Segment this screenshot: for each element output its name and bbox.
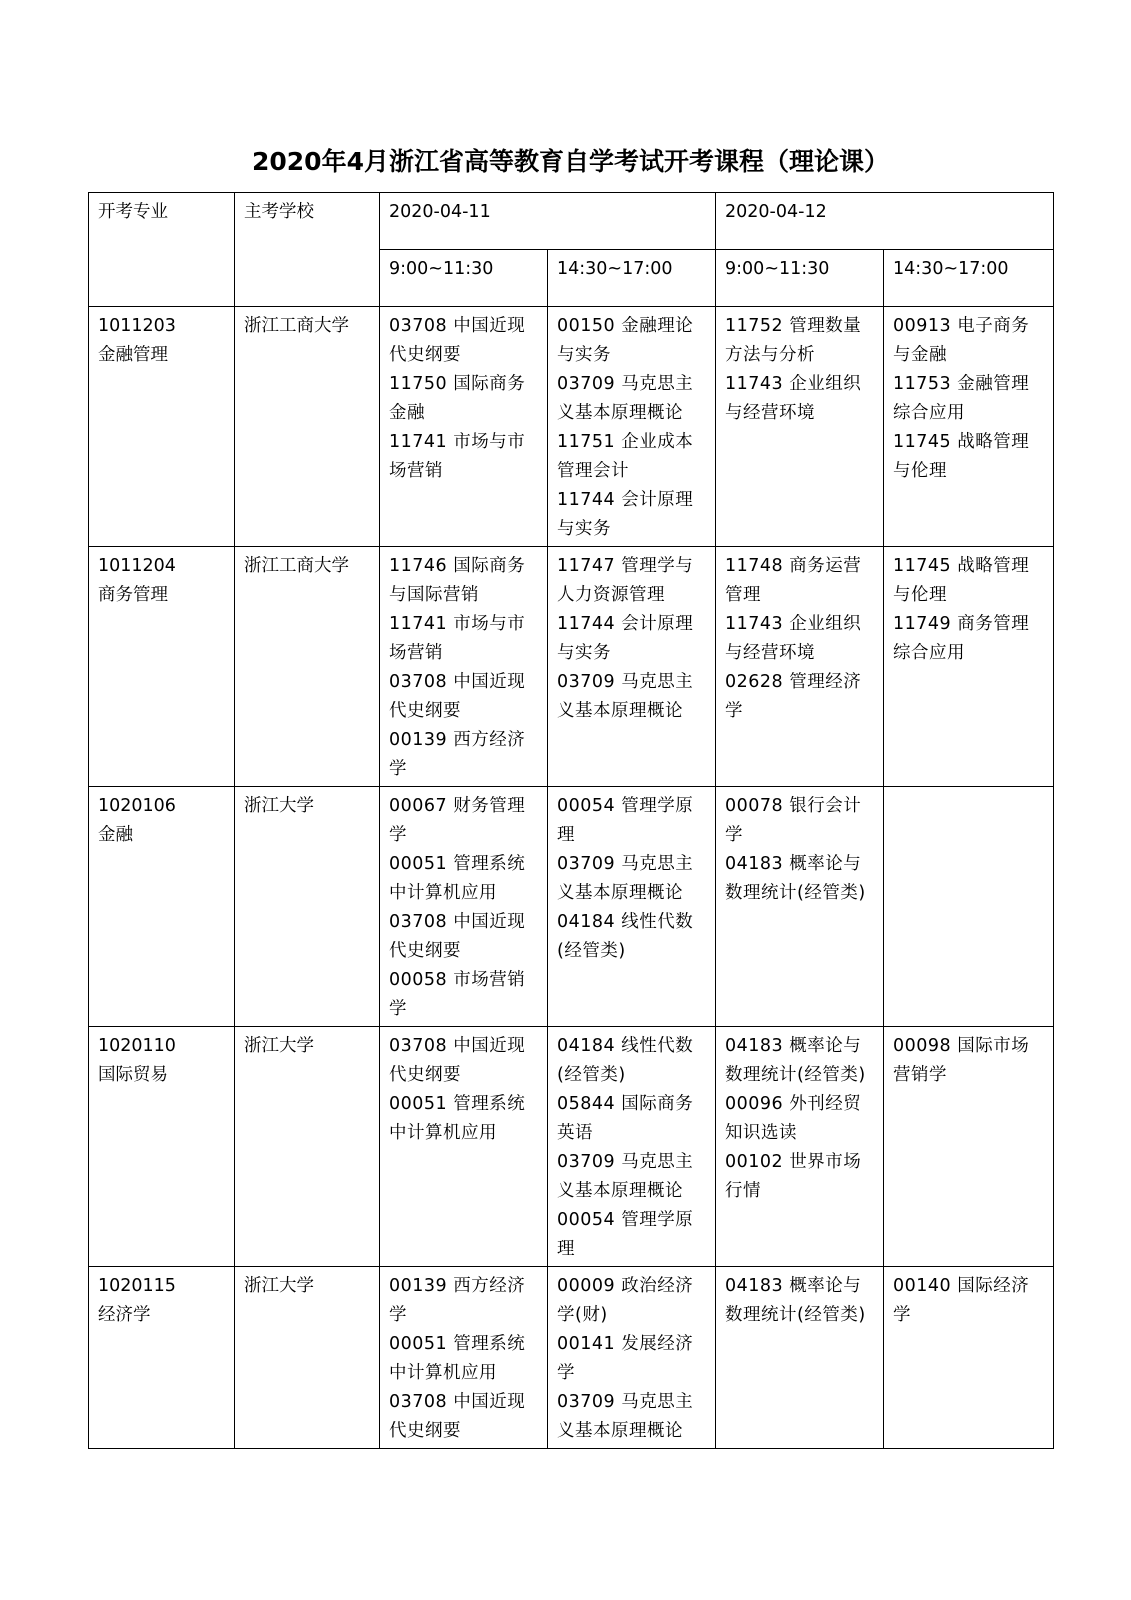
course-item: 03709 马克思主义基本原理概论: [557, 374, 694, 423]
course-item: 00009 政治经济学(财): [557, 1276, 694, 1325]
course-item: 00140 国际经济学: [893, 1276, 1030, 1325]
course-item: 00051 管理系统中计算机应用: [389, 854, 526, 903]
header-session: 9:00~11:30: [380, 250, 548, 307]
course-item: 03708 中国近现代史纲要: [389, 912, 526, 961]
course-cell: [380, 787, 548, 1027]
course-item: 11749 商务管理综合应用: [893, 614, 1030, 663]
major-cell: [89, 307, 235, 547]
course-item: 04183 概率论与数理统计(经管类): [725, 854, 866, 903]
course-item: 11741 市场与市场营销: [389, 432, 526, 481]
course-item: 04184 线性代数(经管类): [557, 912, 694, 961]
course-item: 03709 马克思主义基本原理概论: [557, 672, 694, 721]
school-cell: 浙江工商大学: [235, 307, 380, 547]
course-item: 04184 线性代数(经管类): [557, 1036, 694, 1085]
major-cell: [89, 787, 235, 1027]
course-item: 03709 马克思主义基本原理概论: [557, 1392, 694, 1441]
school-cell: 浙江工商大学: [235, 547, 380, 787]
course-cell: [548, 307, 716, 547]
major-code: 1011203: [98, 316, 176, 336]
table-row: [89, 1267, 1054, 1449]
table-row: [89, 307, 1054, 547]
course-item: 11745 战略管理与伦理: [893, 556, 1030, 605]
course-item: 00051 管理系统中计算机应用: [389, 1094, 526, 1143]
course-cell: [548, 787, 716, 1027]
major-name: 经济学: [98, 1305, 151, 1325]
major-cell: [89, 1267, 235, 1449]
course-item: 11746 国际商务与国际营销: [389, 556, 526, 605]
course-cell: [716, 1027, 884, 1267]
course-cell: [884, 787, 1054, 1027]
course-item: 00078 银行会计学: [725, 796, 862, 845]
major-code: 1020106: [98, 796, 176, 816]
header-school: 主考学校: [235, 193, 380, 307]
course-item: 03709 马克思主义基本原理概论: [557, 854, 694, 903]
header-date: 2020-04-12: [716, 193, 1054, 250]
course-item: 11747 管理学与人力资源管理: [557, 556, 694, 605]
major-name: 金融管理: [98, 345, 168, 365]
course-item: 00051 管理系统中计算机应用: [389, 1334, 526, 1383]
school-cell: 浙江大学: [235, 1267, 380, 1449]
course-item: 03708 中国近现代史纲要: [389, 1392, 526, 1441]
course-item: 11751 企业成本管理会计: [557, 432, 694, 481]
header-session: 9:00~11:30: [716, 250, 884, 307]
header-row-dates: [89, 193, 1054, 250]
course-cell: [716, 787, 884, 1027]
course-item: 00058 市场营销学: [389, 970, 526, 1019]
course-item: 02628 管理经济学: [725, 672, 862, 721]
course-item: 11748 商务运营管理: [725, 556, 862, 605]
course-cell: [884, 547, 1054, 787]
course-cell: [548, 547, 716, 787]
course-cell: [380, 1267, 548, 1449]
course-item: 04183 概率论与数理统计(经管类): [725, 1276, 866, 1325]
course-cell: [716, 1267, 884, 1449]
course-item: 00913 电子商务与金融: [893, 316, 1030, 365]
course-item: 00054 管理学原理: [557, 796, 694, 845]
course-cell: [884, 307, 1054, 547]
course-cell: [380, 1027, 548, 1267]
course-cell: [380, 547, 548, 787]
course-cell: [716, 547, 884, 787]
course-item: 00139 西方经济学: [389, 1276, 526, 1325]
header-session: 14:30~17:00: [548, 250, 716, 307]
header-session: 14:30~17:00: [884, 250, 1054, 307]
course-item: 00139 西方经济学: [389, 730, 526, 779]
course-item: 11744 会计原理与实务: [557, 490, 694, 539]
course-item: 00150 金融理论与实务: [557, 316, 694, 365]
page-title: 2020年4月浙江省高等教育自学考试开考课程（理论课）: [252, 147, 889, 176]
major-cell: [89, 547, 235, 787]
exam-schedule-table: [88, 192, 1054, 1449]
major-name: 商务管理: [98, 585, 168, 605]
course-item: 00102 世界市场行情: [725, 1152, 862, 1201]
course-item: 03708 中国近现代史纲要: [389, 1036, 526, 1085]
course-item: 04183 概率论与数理统计(经管类): [725, 1036, 866, 1085]
course-item: 03709 马克思主义基本原理概论: [557, 1152, 694, 1201]
course-item: 11745 战略管理与伦理: [893, 432, 1030, 481]
course-item: 00098 国际市场营销学: [893, 1036, 1030, 1085]
course-item: 11743 企业组织与经营环境: [725, 614, 862, 663]
course-item: 11752 管理数量方法与分析: [725, 316, 862, 365]
header-major: 开考专业: [89, 193, 235, 307]
course-cell: [380, 307, 548, 547]
course-item: 03708 中国近现代史纲要: [389, 672, 526, 721]
course-item: 11741 市场与市场营销: [389, 614, 526, 663]
course-item: 11750 国际商务金融: [389, 374, 526, 423]
course-cell: [884, 1027, 1054, 1267]
major-code: 1011204: [98, 556, 176, 576]
course-cell: [884, 1267, 1054, 1449]
course-cell: [548, 1267, 716, 1449]
course-item: 00096 外刊经贸知识选读: [725, 1094, 862, 1143]
course-item: 03708 中国近现代史纲要: [389, 316, 526, 365]
course-item: 05844 国际商务英语: [557, 1094, 694, 1143]
header-date: 2020-04-11: [380, 193, 716, 250]
course-item: 11744 会计原理与实务: [557, 614, 694, 663]
table-row: [89, 1027, 1054, 1267]
course-cell: [716, 307, 884, 547]
school-cell: 浙江大学: [235, 787, 380, 1027]
table-row: [89, 787, 1054, 1027]
course-item: 11753 金融管理综合应用: [893, 374, 1030, 423]
table-row: [89, 547, 1054, 787]
major-cell: [89, 1027, 235, 1267]
course-item: 00067 财务管理学: [389, 796, 526, 845]
major-code: 1020115: [98, 1276, 176, 1296]
course-item: 11743 企业组织与经营环境: [725, 374, 862, 423]
major-name: 金融: [98, 825, 133, 845]
major-code: 1020110: [98, 1036, 176, 1056]
course-item: 00054 管理学原理: [557, 1210, 694, 1259]
major-name: 国际贸易: [98, 1065, 168, 1085]
course-item: 00141 发展经济学: [557, 1334, 694, 1383]
school-cell: 浙江大学: [235, 1027, 380, 1267]
course-cell: [548, 1027, 716, 1267]
